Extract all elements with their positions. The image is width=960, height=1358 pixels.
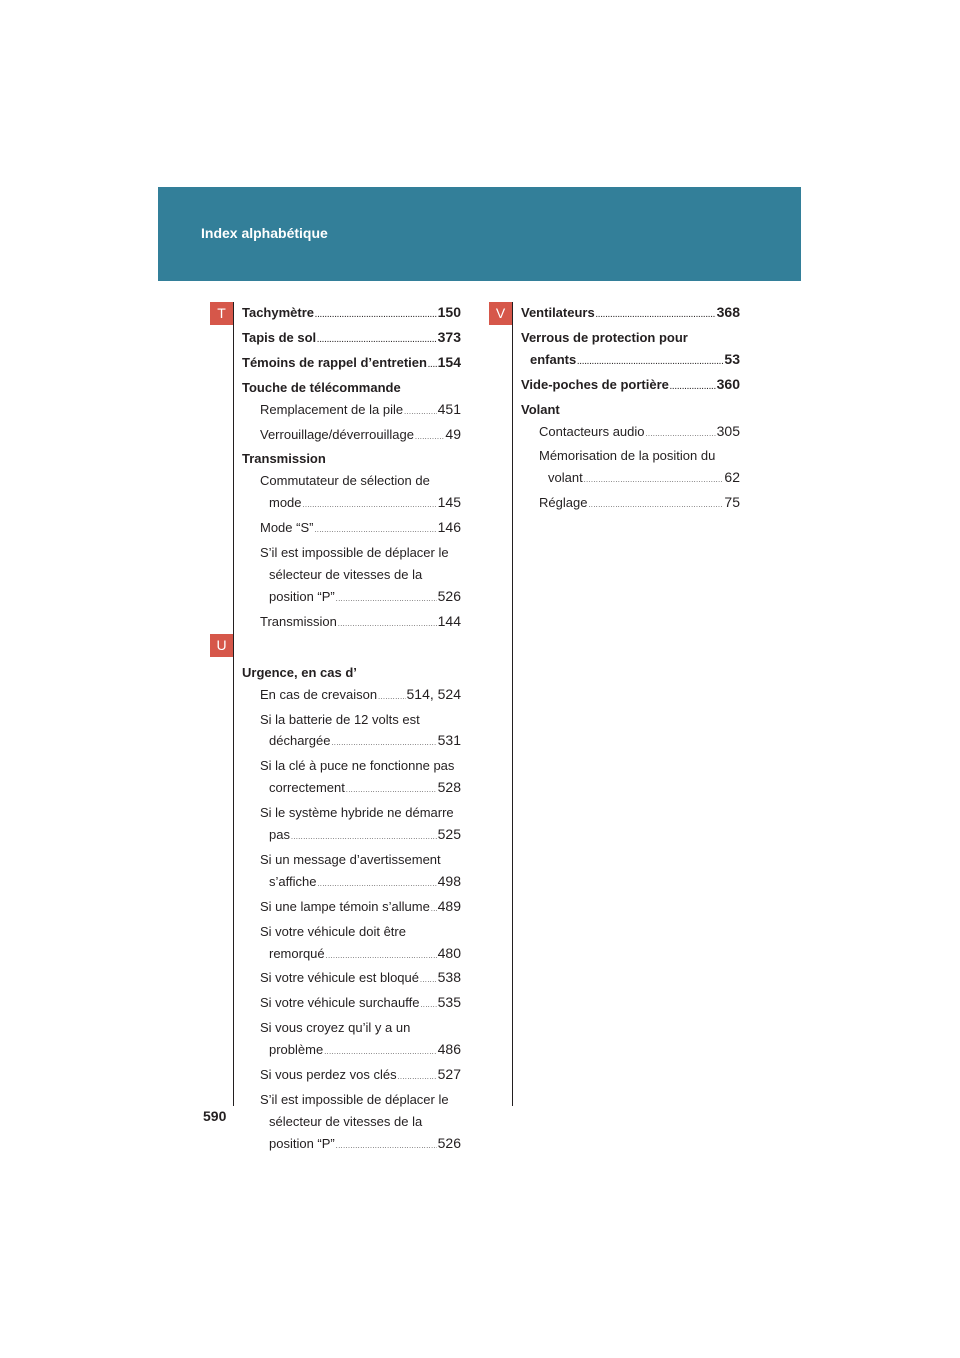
index-subheading: Commutateur de sélection de (260, 473, 430, 489)
section-letter-u: U (210, 634, 233, 657)
index-heading: Transmission (242, 451, 326, 467)
page-ref: 154 (437, 353, 461, 370)
column-divider-left (233, 302, 234, 1106)
page-ref: 75 (724, 494, 740, 511)
page-ref: 535 (437, 994, 461, 1011)
index-subentry[interactable]: volant ..... 62 (521, 467, 740, 492)
index-heading: Touche de télécommande (242, 379, 401, 395)
index-subheading: Si vous croyez qu’il y a un (260, 1020, 411, 1036)
section-letter-v: V (489, 302, 512, 325)
index-subheading: Si la batterie de 12 volts est (260, 711, 420, 727)
index-subheading: S’il est impossible de déplacer le (260, 1092, 449, 1107)
page-ref: 145 (437, 494, 461, 511)
section-header-bar (158, 187, 801, 281)
page-ref: 451 (437, 400, 461, 417)
index-subheading: Si votre véhicule doit être (260, 923, 406, 939)
index-column-left (242, 302, 461, 1158)
column-divider-right (512, 302, 513, 1106)
index-subentry[interactable]: Transmission ..... 144 (242, 611, 461, 636)
index-heading: Volant (521, 401, 560, 417)
page-ref: 528 (437, 779, 461, 796)
index-subentry[interactable]: En cas de crevaison ..... 514, 524 (242, 684, 461, 709)
index-subheading: sélecteur de vitesses de la (269, 566, 423, 582)
index-column-right (521, 302, 740, 517)
page-ref: 360 (716, 375, 740, 392)
index-subheading: S’il est impossible de déplacer le (260, 545, 449, 561)
index-subheading: Si un message d’avertissement (260, 851, 441, 867)
index-subentry[interactable]: position “P” ..... 526 (242, 586, 461, 611)
index-entry[interactable]: Tachymètre ..... 150 (242, 302, 461, 327)
index-heading: Verrous de protection pour (521, 329, 688, 345)
index-subentry[interactable]: problème ..... 486 (242, 1039, 461, 1064)
header-title: Index alphabétique (201, 225, 328, 241)
page-ref: 538 (437, 969, 461, 986)
index-subentry[interactable]: Si votre véhicule est bloqué ..... 538 (242, 967, 461, 992)
page-ref: 62 (724, 469, 740, 486)
index-subentry[interactable]: déchargée ..... 531 (242, 730, 461, 755)
index-entry[interactable]: Vide-poches de portière ..... 360 (521, 374, 740, 399)
index-subentry[interactable]: mode ..... 145 (242, 492, 461, 517)
page-ref: 526 (437, 587, 461, 604)
index-subheading: sélecteur de vitesses de la (269, 1113, 423, 1129)
index-subentry[interactable]: Verrouillage/déverrouillage ..... 49 (242, 424, 461, 449)
page-ref: 498 (437, 872, 461, 889)
index-subentry[interactable]: Si votre véhicule surchauffe ..... 535 (242, 992, 461, 1017)
page-ref: 489 (437, 897, 461, 914)
page-ref: 486 (437, 1041, 461, 1058)
section-letter-t: T (210, 302, 233, 325)
page-ref: 144 (437, 612, 461, 629)
index-subentry[interactable]: Remplacement de la pile ..... 451 (242, 399, 461, 424)
index-entry[interactable]: Tapis de sol ..... 373 (242, 327, 461, 352)
page-ref: 49 (445, 425, 461, 442)
page-ref: 53 (724, 350, 740, 367)
page-ref: 525 (437, 826, 461, 843)
page-ref: 373 (437, 328, 461, 345)
page-ref: 368 (716, 304, 740, 320)
page-ref: 146 (437, 519, 461, 536)
index-heading: Urgence, en cas d’ (242, 664, 357, 680)
index-entry[interactable]: Ventilateurs ..... 368 (521, 302, 740, 327)
page-number: 590 (203, 1108, 227, 1124)
page-ref: 514, 524 (406, 685, 461, 702)
index-subentry[interactable]: Si une lampe témoin s’allume ..... 489 (242, 896, 461, 921)
page-ref: 150 (437, 304, 461, 320)
index-subentry[interactable]: remorqué ..... 480 (242, 943, 461, 968)
index-entry[interactable]: Témoins de rappel d’entretien ..... 154 (242, 352, 461, 377)
index-subentry[interactable]: correctement ..... 528 (242, 777, 461, 802)
index-subentry[interactable]: Contacteurs audio ..... 305 (521, 421, 740, 446)
index-subheading: Si la clé à puce ne fonctionne pas (260, 758, 455, 774)
page-ref: 526 (437, 1134, 461, 1151)
page-ref: 305 (716, 422, 740, 439)
index-subentry[interactable]: s’affiche ..... 498 (242, 871, 461, 896)
page-ref: 480 (437, 944, 461, 961)
index-subentry[interactable]: pas ..... 525 (242, 824, 461, 849)
page-ref: 527 (437, 1066, 461, 1083)
index-subheading: Si le système hybride ne démarre (260, 805, 454, 821)
index-subentry[interactable]: Mode “S” ..... 146 (242, 517, 461, 542)
index-subentry[interactable]: Si vous perdez vos clés ..... 527 (242, 1064, 461, 1089)
page-ref: 531 (437, 732, 461, 749)
index-subheading: Mémorisation de la position du (539, 448, 716, 464)
index-subentry[interactable]: position “P” ..... 526 (242, 1133, 461, 1158)
index-entry[interactable]: enfants ..... 53 (521, 349, 740, 374)
index-subentry[interactable]: Réglage ..... 75 (521, 492, 740, 517)
